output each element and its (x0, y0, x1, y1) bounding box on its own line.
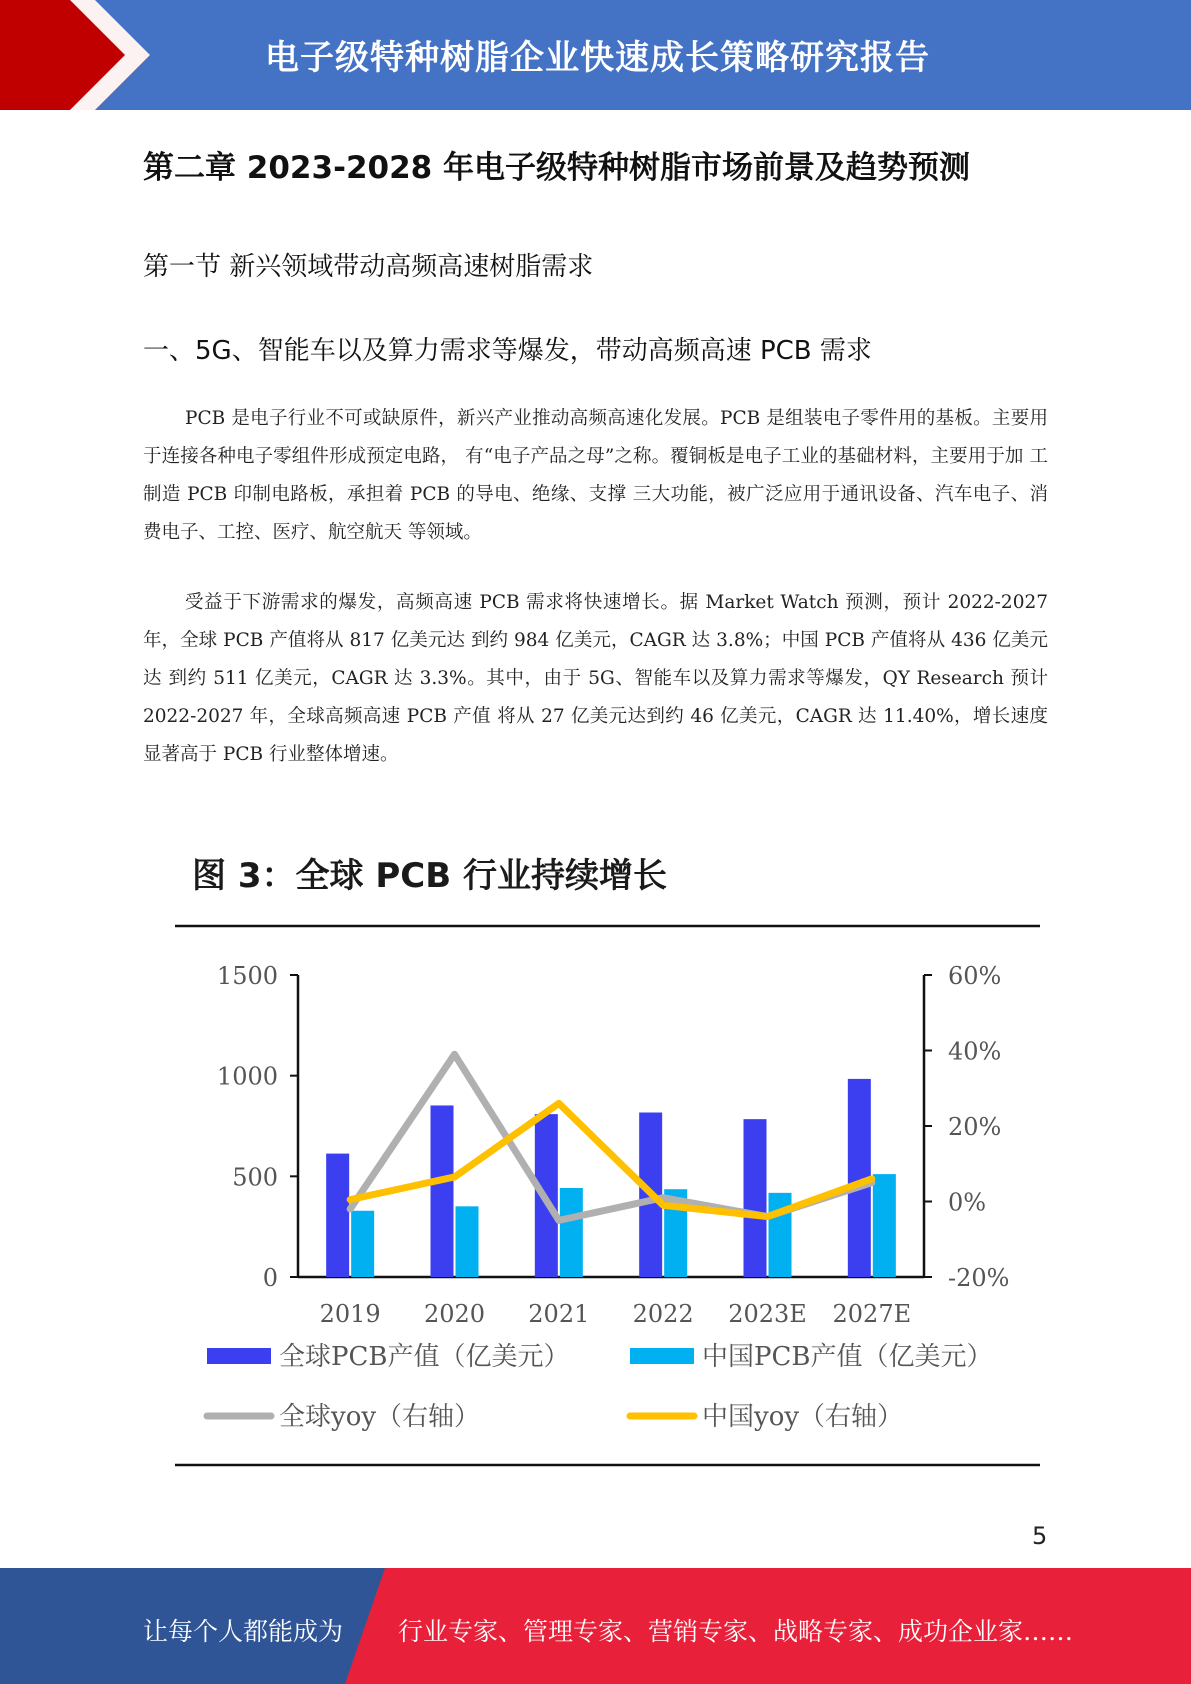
bar-china-2020 (456, 1206, 479, 1277)
x-tick-label: 2023E (728, 1300, 807, 1328)
y-right-tick-label: 40% (948, 1037, 1002, 1066)
legend-label-3: 中国yoy（右轴） (702, 1402, 904, 1432)
figure-title: 图 3：全球 PCB 行业持续增长 (192, 856, 667, 896)
x-tick-label: 2021 (528, 1300, 590, 1328)
pcb-growth-chart (0, 900, 1191, 1480)
paragraph-pcb-demand: 受益于下游需求的爆发，高频高速 PCB 需求将快速增长。据 Market Watch 预测，预计 2022-2027 年，全球 PCB 产值将从 817 亿美元达 到约 984 亿美元，CAGR 达 3.8%；中国 PCB 产值将从 436 亿美元达 到约 511 亿美元，CAGR 达 3.3%。其中，由于 5G、智能车以及算力需求等爆发，QY Research 预计 2022-2027 年，全球高频高速 PCB 产值 将从 27 亿美元达到约 46 亿美元，CAGR 达 11.40%，增长速度显著高于 PCB 行业整体增速。 (143, 592, 1048, 765)
bar-global-2023E (744, 1119, 767, 1277)
legend-label-1: 中国PCB产值（亿美元） (702, 1342, 993, 1372)
chapter-title: 第二章 2023-2028 年电子级特种树脂市场前景及趋势预测 (143, 150, 971, 186)
legend-label-0: 全球PCB产值（亿美元） (279, 1342, 570, 1372)
y-left-tick-label: 500 (232, 1163, 278, 1192)
bar-global-2020 (431, 1105, 454, 1277)
bar-china-2027E (873, 1174, 896, 1277)
subsection-title: 一、5G、智能车以及算力需求等爆发，带动高频高速 PCB 需求 (143, 336, 872, 366)
bar-china-2021 (560, 1188, 583, 1277)
page-number: 5 (1032, 1522, 1048, 1550)
bar-china-2019 (351, 1211, 374, 1277)
x-tick-label: 2019 (319, 1300, 381, 1328)
legend-swatch-0 (207, 1348, 271, 1364)
y-left-tick-label: 1500 (216, 962, 278, 990)
figure-chart (0, 900, 1191, 1480)
legend-label-2: 全球yoy（右轴） (279, 1402, 481, 1432)
section-title: 第一节 新兴领域带动高频高速树脂需求 (143, 252, 594, 282)
y-right-tick-label: 60% (948, 962, 1002, 990)
x-tick-label: 2020 (423, 1300, 486, 1328)
y-right-tick-label: 0% (948, 1188, 987, 1217)
footer-slogan-right: 行业专家、管理专家、营销专家、战略专家、成功企业家…… (398, 1617, 1074, 1646)
bar-global-2019 (326, 1154, 349, 1277)
x-tick-label: 2022 (632, 1300, 694, 1328)
x-tick-label: 2027E (832, 1300, 912, 1328)
header-banner (0, 0, 1191, 110)
paragraph-pcb-intro: PCB 是电子行业不可或缺原件，新兴产业推动高频高速化发展。PCB 是组装电子零件用的基板。主要用于连接各种电子零组件形成预定电路， 有“电子产品之母”之称。覆铜板是电子工业的基础材料，主要用于加 工制造 PCB 印制电路板，承担着 PCB 的导电、绝缘、支撑 三大功能，被广泛应用于通讯设备、汽车电子、消费电子、工控、医疗、航空航天 等领域。 (143, 408, 1048, 543)
y-left-tick-label: 0 (262, 1264, 278, 1292)
footer-slogan-left: 让每个人都能成为 (143, 1617, 344, 1646)
y-right-tick-label: -20% (948, 1264, 1010, 1292)
line-china-yoy (350, 1103, 872, 1216)
y-left-tick-label: 1000 (216, 1062, 278, 1091)
legend-swatch-1 (630, 1348, 694, 1364)
line-global-yoy (350, 1054, 872, 1220)
report-title: 电子级特种树脂企业快速成长策略研究报告 (265, 38, 930, 78)
y-right-tick-label: 20% (948, 1113, 1002, 1141)
